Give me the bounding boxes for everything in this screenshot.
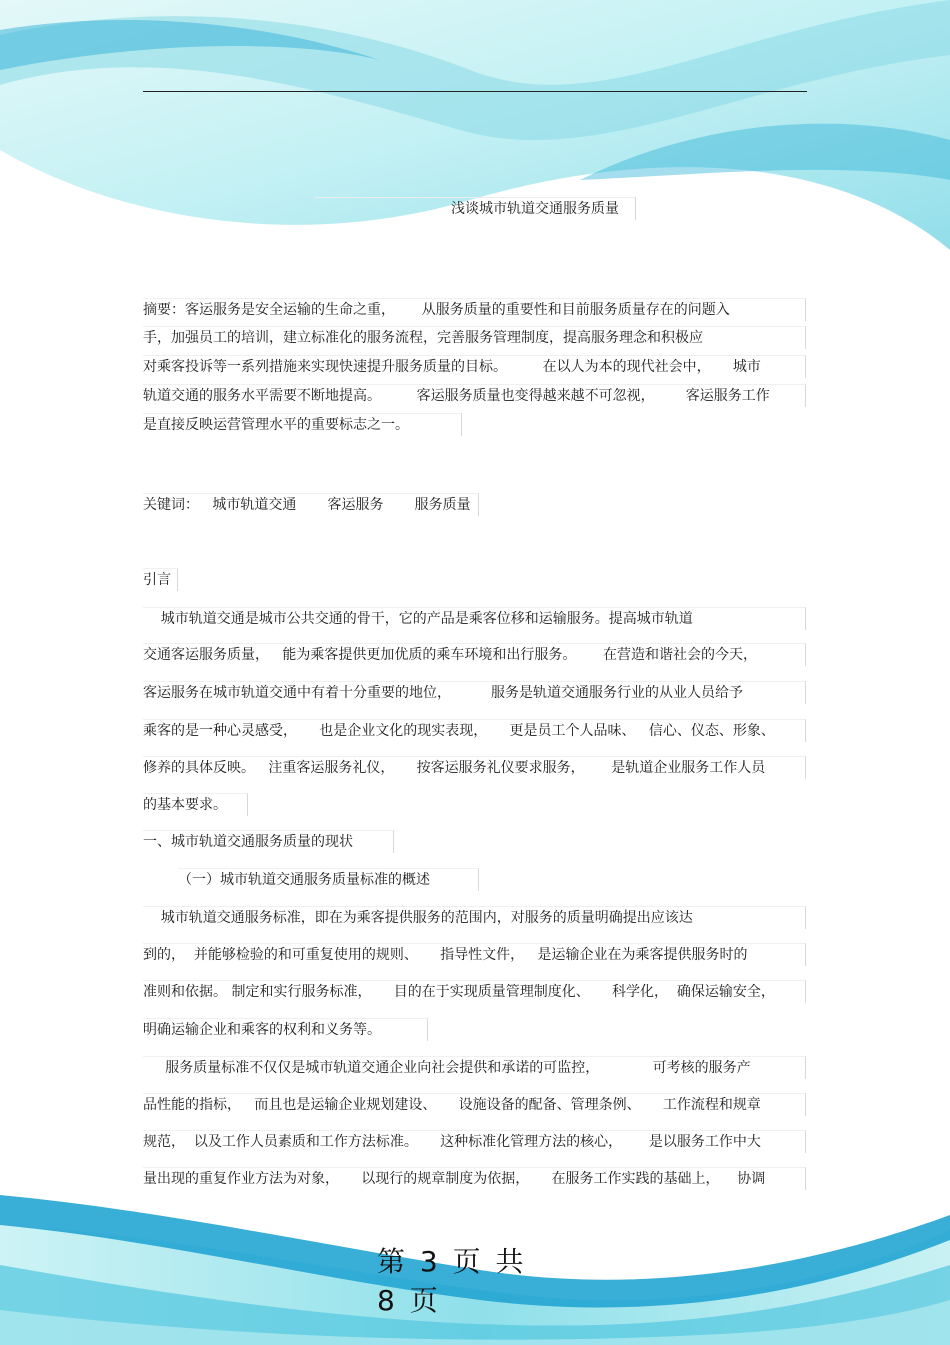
page-footer: [377, 1242, 577, 1320]
keywords-line: 关键词： 城市轨道交通 客运服务 服务质量: [143, 493, 479, 516]
abstract-line-2: 手，加强员工的培训，建立标准化的服务流程，完善服务管理制度，提高服务理念和积极应: [143, 326, 806, 349]
paragraph-line: 到的， 并能够检验的和可重复使用的规则、 指导性文件， 是运输企业在为乘客提供服务时的: [143, 943, 806, 966]
paragraph-line: 准则和依据。 制定和实行服务标准， 目的在于实现质量管理制度化、 科学化， 确保运输安全，: [143, 980, 806, 1003]
abstract-line-4: 轨道交通的服务水平需要不断地提高。 客运服务质量也变得越来越不可忽视， 客运服务工作: [143, 384, 806, 407]
header-rule: [143, 91, 807, 92]
paragraph-line: 城市轨道交通是城市公共交通的骨干，它的产品是乘客位移和运输服务。提高城市轨道: [143, 607, 806, 630]
paragraph-line: 规范， 以及工作人员素质和工作方法标准。 这种标准化管理方法的核心， 是以服务工作中大: [143, 1130, 806, 1153]
subsection-heading-1-1: （一）城市轨道交通服务质量标准的概述: [178, 868, 479, 891]
paragraph-line: 的基本要求。: [143, 793, 248, 816]
section-heading-1: 一、城市轨道交通服务质量的现状: [143, 830, 394, 853]
paragraph-line: 品性能的指标， 而且也是运输企业规划建设、 设施设备的配备、管理条例、 工作流程和规章: [143, 1093, 806, 1116]
document-title: 浅谈城市轨道交通服务质量: [315, 197, 636, 220]
paragraph-line: 客运服务在城市轨道交通中有着十分重要的地位， 服务是轨道交通服务行业的从业人员给予: [143, 681, 806, 704]
abstract-line-3: 对乘客投诉等一系列措施来实现快速提升服务质量的目标。 在以人为本的现代社会中， 城市: [143, 355, 806, 378]
paragraph-line: 服务质量标准不仅仅是城市轨道交通企业向社会提供和承诺的可监控， 可考核的服务产: [143, 1056, 806, 1079]
paragraph-line: 明确运输企业和乘客的权利和义务等。: [143, 1018, 428, 1041]
abstract-line-1: 摘要：客运服务是安全运输的生命之重， 从服务质量的重要性和目前服务质量存在的问题入: [143, 298, 806, 321]
paragraph-line: 城市轨道交通服务标准，即在为乘客提供服务的范围内，对服务的质量明确提出应该达: [143, 906, 806, 929]
paragraph-line: 乘客的是一种心灵感受， 也是企业文化的现实表现， 更是员工个人品味、 信心、仪态、形象、: [143, 719, 806, 742]
paragraph-line: 量出现的重复作业方法为对象， 以现行的规章制度为依据， 在服务工作实践的基础上， 协调: [143, 1167, 806, 1190]
section-heading-intro: 引言: [143, 568, 178, 591]
paragraph-line: 修养的具体反映。 注重客运服务礼仪， 按客运服务礼仪要求服务， 是轨道企业服务工作人员: [143, 756, 806, 779]
paragraph-line: 交通客运服务质量， 能为乘客提供更加优质的乘车环境和出行服务。 在营造和谐社会的今天，: [143, 643, 806, 666]
abstract-line-5: 是直接反映运营管理水平的重要标志之一。: [143, 413, 462, 436]
page-number-line-1: 第 3 页 共: [377, 1245, 527, 1278]
page-number-line-2: 8 页: [377, 1284, 441, 1317]
